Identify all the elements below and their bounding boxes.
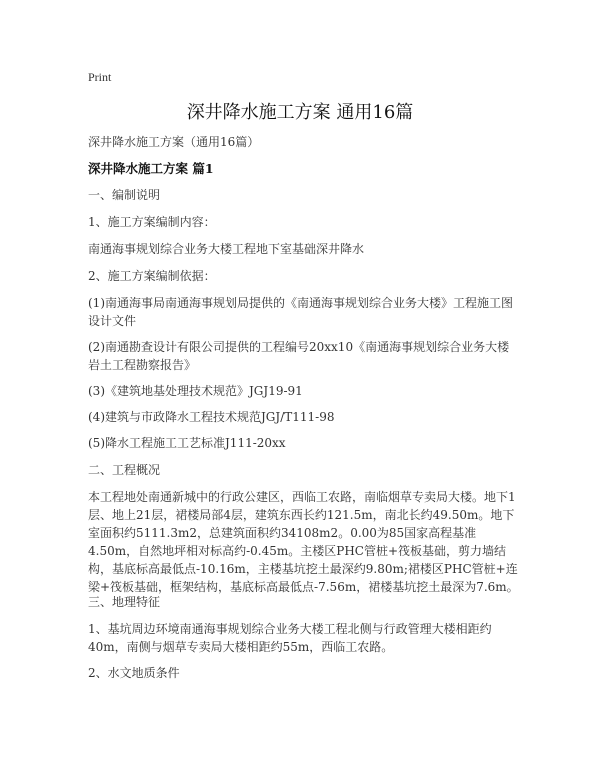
subtitle: 深井降水施工方案（通用16篇） [88,135,260,149]
section-title: 三、地理特征 [88,595,161,609]
paragraph: 南通海事规划综合业务大楼工程地下室基础深井降水 [88,242,365,256]
paragraph: (5)降水工程施工工艺标准J111-20xx [88,436,286,450]
page-title: 深井降水施工方案 通用16篇 [186,102,414,123]
print-link[interactable]: Print [88,70,112,84]
paragraph: (3)《建筑地基处理技术规范》JGJ19-91 [88,384,303,398]
paragraph: 2、水文地质条件 [88,666,180,680]
section-title: 二、工程概况 [88,463,161,477]
paragraph: 2、施工方案编制依据： [88,269,216,283]
paragraph: 1、基坑周边环境南通海事规划综合业务大楼工程北侧与行政管理大楼相距约40m，南侧与烟草专卖局大楼相距约55m，西临工农路。 [88,622,492,654]
paragraph: (2)南通勘查设计有限公司提供的工程编号20xx10《南通海事规划综合业务大楼岩土工程勘察报告》 [88,340,510,372]
section-heading: 深井降水施工方案 篇1 [88,161,214,176]
paragraph: (4)建筑与市政降水工程技术规范JGJ/T111-98 [88,410,335,424]
paragraph: 1、施工方案编制内容： [88,215,216,229]
paragraph: 本工程地处南通新城中的行政公建区，西临工农路，南临烟草专卖局大楼。地下1层、地上21层，裙楼局部4层，建筑东西长约121.5m，南北长约49.50m。地下室面积约5111.3m2，总建筑面积约34108m2。0.00为85国家高程基准4.50m，自然地坪相对标高约-0.45m。主楼区PHC管桩+筏板基础，剪力墙结构，基底标高最低点-10.16m，主楼基坑挖土最深约9.80m;裙楼区PHC管桩+连梁+筏板基础，框架结构，基底标高最低点-7.56m，裙楼基坑挖土最深为7.6m。 [88,490,519,594]
paragraph: (1)南通海事局南通海事规划局提供的《南通海事规划综合业务大楼》工程施工图设计文件 [88,296,514,328]
paragraph: 一、编制说明 [88,188,161,202]
